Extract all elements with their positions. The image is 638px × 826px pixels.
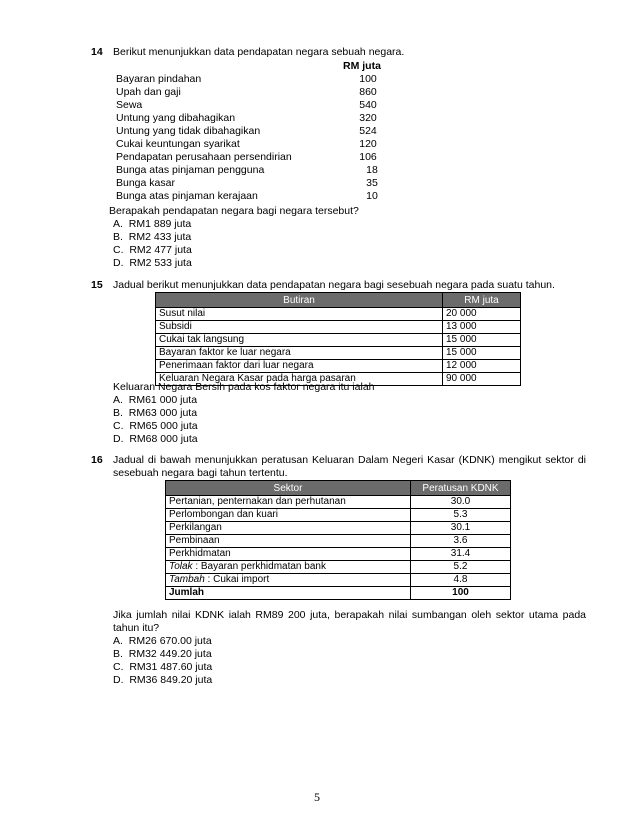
q14-item-value: 35 — [366, 177, 378, 189]
q15-option-d: D. RM68 000 juta — [113, 433, 198, 445]
q14-item-label: Bunga kasar — [116, 177, 175, 189]
table-header-row — [166, 481, 511, 496]
q14-item-value: 120 — [359, 138, 377, 150]
table-cell: Perlombongan dan kuari — [166, 509, 411, 522]
q14-item-value: 106 — [359, 151, 377, 163]
q14-item-label: Untung yang dibahagikan — [116, 112, 236, 124]
table-cell: 30.1 — [411, 522, 511, 535]
table-row — [166, 522, 511, 535]
q14-item-value: 540 — [359, 99, 377, 111]
q14-item-value: 10 — [366, 190, 378, 202]
table-cell: 13 000 — [443, 321, 521, 334]
table-cell: 15 000 — [443, 334, 521, 347]
table-row — [166, 509, 511, 522]
q15-question: Keluaran Negara Bersih pada kos faktor negara itu ialah — [113, 381, 375, 393]
q14-item-value: 320 — [359, 112, 377, 124]
table-cell: Penerimaan faktor dari luar negara — [156, 360, 443, 373]
table-cell: Susut nilai — [156, 308, 443, 321]
q14-item-label: Bunga atas pinjaman pengguna — [116, 164, 265, 176]
q14-item-value: 100 — [359, 73, 377, 85]
table-cell: 31.4 — [411, 548, 511, 561]
q14-item-label: Bunga atas pinjaman kerajaan — [116, 190, 258, 202]
q16-stem-line1: Jadual di bawah menunjukkan peratusan Keluaran Dalam Negeri Kasar (KDNK) mengikut sektor di — [113, 454, 586, 466]
q16-option-c: C. RM31 487.60 juta — [113, 661, 213, 673]
q15-option-a: A. RM61 000 juta — [113, 394, 198, 406]
table-cell: 15 000 — [443, 347, 521, 360]
table-cell: Tambah : Cukai import — [166, 574, 411, 587]
q16-question-line2: tahun itu? — [113, 622, 160, 634]
q16-number: 16 — [91, 454, 103, 466]
q14-stem: Berikut menunjukkan data pendapatan negara sebuah negara. — [113, 46, 405, 58]
q14-item-label: Sewa — [116, 99, 143, 111]
table-cell: Bayaran faktor ke luar negara — [156, 347, 443, 360]
table-cell: 100 — [411, 587, 511, 600]
q16-header-peratusan: Peratusan KDNK — [411, 481, 511, 496]
q16-table — [165, 480, 511, 600]
table-cell: Perkhidmatan — [166, 548, 411, 561]
q14-option-b: B. RM2 433 juta — [113, 231, 192, 243]
q14-item-label: Pendapatan perusahaan persendirian — [116, 151, 292, 163]
q15-header-rm: RM juta — [443, 293, 521, 308]
q14-question: Berapakah pendapatan negara bagi negara tersebut? — [109, 205, 359, 217]
q14-option-d: D. RM2 533 juta — [113, 257, 192, 269]
q14-item-label: Cukai keuntungan syarikat — [116, 138, 240, 150]
table-cell: Pertanian, penternakan dan perhutanan — [166, 496, 411, 509]
table-cell: Tolak : Bayaran perkhidmatan bank — [166, 561, 411, 574]
q14-item-label: Untung yang tidak dibahagikan — [116, 125, 261, 137]
table-row — [166, 561, 511, 574]
q14-number: 14 — [91, 46, 103, 58]
table-row — [166, 535, 511, 548]
table-cell: 5.2 — [411, 561, 511, 574]
table-cell: 4.8 — [411, 574, 511, 587]
table-cell: 20 000 — [443, 308, 521, 321]
table-cell: Subsidi — [156, 321, 443, 334]
q14-option-c: C. RM2 477 juta — [113, 244, 192, 256]
table-cell: Keluaran Negara Kasar pada harga pasaran — [156, 373, 443, 386]
table-cell: Perkilangan — [166, 522, 411, 535]
table-row — [156, 360, 521, 373]
page-number: 5 — [314, 790, 320, 804]
table-row — [156, 347, 521, 360]
table-cell: 5.3 — [411, 509, 511, 522]
table-row — [166, 574, 511, 587]
table-header-row — [156, 293, 521, 308]
table-row — [166, 548, 511, 561]
q14-item-label: Bayaran pindahan — [116, 73, 202, 85]
q15-option-b: B. RM63 000 juta — [113, 407, 198, 419]
q15-option-c: C. RM65 000 juta — [113, 420, 198, 432]
q16-option-d: D. RM36 849.20 juta — [113, 674, 213, 686]
q16-question-line1: Jika jumlah nilai KDNK ialah RM89 200 juta, berapakah nilai sumbangan oleh sektor utama pada — [113, 609, 586, 621]
q14-item-label: Upah dan gaji — [116, 86, 181, 98]
q14-item-value: 18 — [366, 164, 378, 176]
table-cell: 12 000 — [443, 360, 521, 373]
q14-item-value: 860 — [359, 86, 377, 98]
table-cell: Jumlah — [166, 587, 411, 600]
table-row — [156, 321, 521, 334]
table-cell: 90 000 — [443, 373, 521, 386]
table-row-total — [166, 587, 511, 600]
q15-header-butiran: Butiran — [156, 293, 443, 308]
table-cell: 3.6 — [411, 535, 511, 548]
table-row — [156, 334, 521, 347]
q16-header-sektor: Sektor — [166, 481, 411, 496]
table-cell: Pembinaan — [166, 535, 411, 548]
table-cell: 30.0 — [411, 496, 511, 509]
q16-option-b: B. RM32 449.20 juta — [113, 648, 212, 660]
table-row — [166, 496, 511, 509]
table-cell: Cukai tak langsung — [156, 334, 443, 347]
q14-col-header: RM juta — [343, 60, 381, 72]
q15-stem: Jadual berikut menunjukkan data pendapatan negara bagi sesebuah negara pada suatu tahun. — [113, 279, 555, 291]
q14-item-value: 524 — [359, 125, 377, 137]
q16-stem-line2: sesebuah negara bagi tahun tertentu. — [113, 467, 288, 479]
table-row — [156, 308, 521, 321]
q16-option-a: A. RM26 670.00 juta — [113, 635, 212, 647]
q15-table — [155, 292, 521, 386]
q15-number: 15 — [91, 279, 103, 291]
q14-option-a: A. RM1 889 juta — [113, 218, 192, 230]
